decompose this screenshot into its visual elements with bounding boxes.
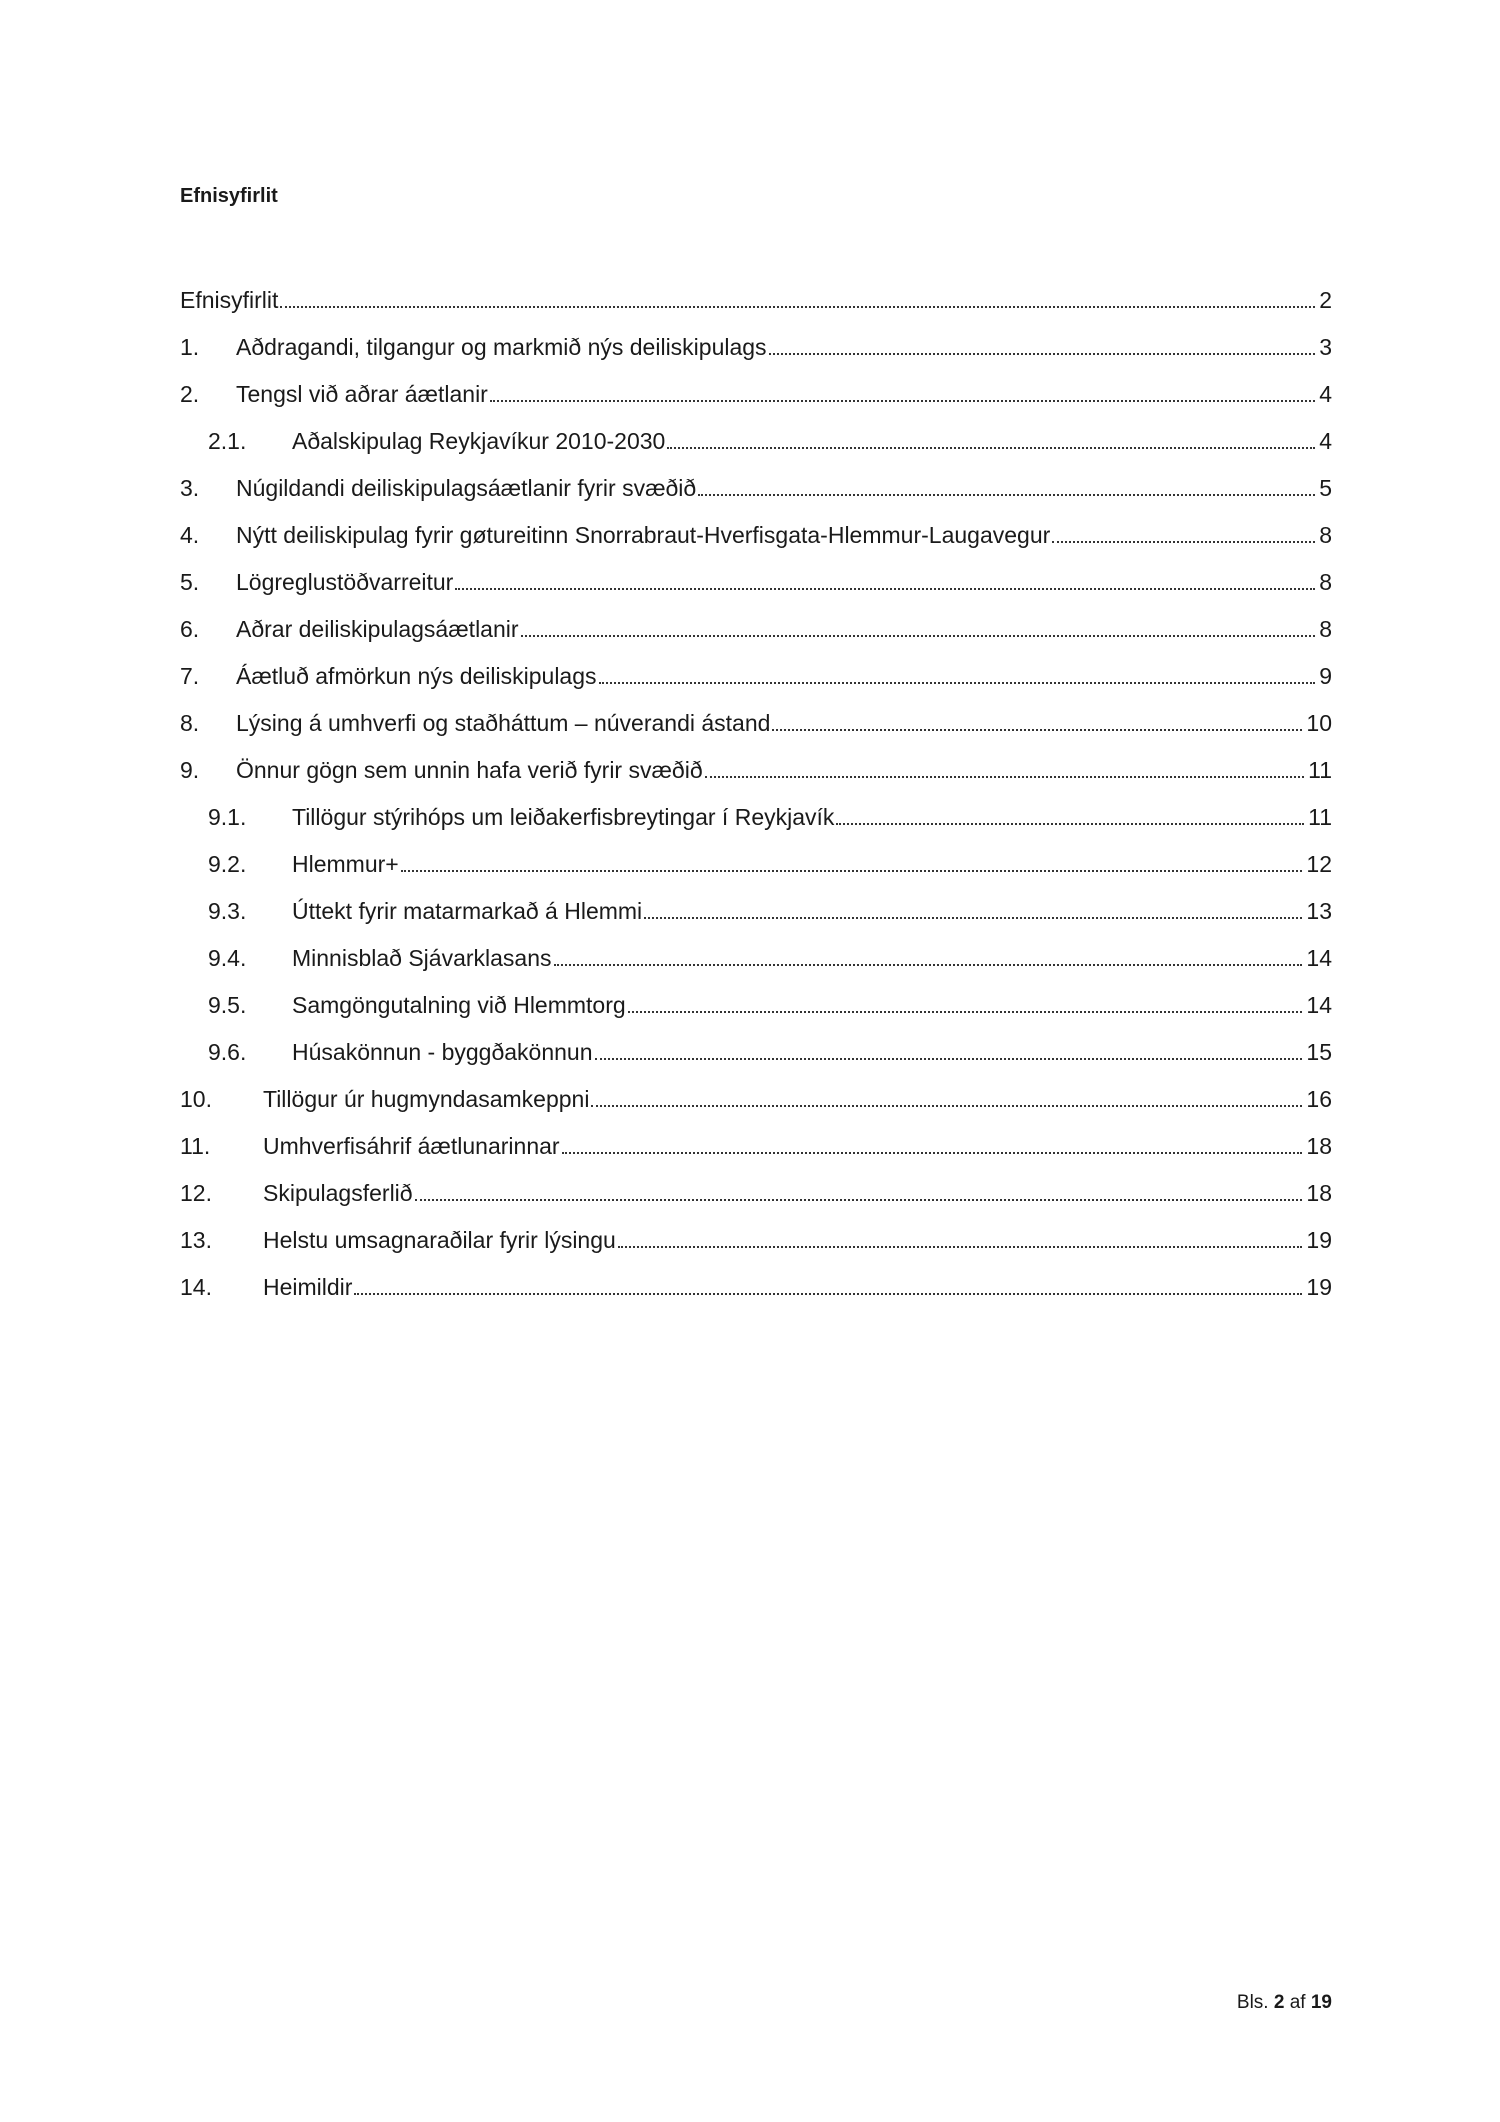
toc-entry[interactable] (180, 793, 1332, 840)
toc-entry-title[interactable]: Helstu umsagnaraðilar fyrir lýsingu (263, 1227, 616, 1253)
toc-entry-page-number[interactable]: 19 (1306, 1227, 1332, 1253)
toc-entry[interactable] (180, 840, 1332, 887)
toc-entry-title[interactable]: Úttekt fyrir matarmarkað á Hlemmi (292, 898, 643, 924)
toc-entry-title[interactable]: Lýsing á umhverfi og staðháttum – núverandi ástand (236, 710, 771, 736)
toc-entry-title[interactable]: Efnisyfirlit (180, 287, 279, 313)
toc-dot-leader (455, 588, 1315, 590)
toc-dot-leader (354, 1293, 1302, 1295)
toc-dot-leader (554, 964, 1303, 966)
toc-entry-page-number[interactable]: 18 (1306, 1133, 1332, 1159)
toc-entry-title[interactable]: Áætluð afmörkun nýs deiliskipulags (236, 663, 597, 689)
toc-dot-leader (562, 1152, 1303, 1154)
toc-entry-number: 8. (180, 710, 200, 736)
toc-entry[interactable] (180, 464, 1332, 511)
toc-entry[interactable] (180, 699, 1332, 746)
toc-entry-page-number[interactable]: 19 (1306, 1274, 1332, 1300)
toc-entry-page-number[interactable]: 10 (1306, 710, 1332, 736)
toc-entry-page-number[interactable]: 18 (1306, 1180, 1332, 1206)
toc-entry[interactable] (180, 981, 1332, 1028)
toc-dot-leader (415, 1199, 1303, 1201)
toc-entry[interactable] (180, 558, 1332, 605)
toc-entry[interactable] (180, 1216, 1332, 1263)
table-of-contents (180, 276, 1332, 1310)
toc-entry-number: 9.3. (208, 898, 247, 924)
toc-entry-number: 9.6. (208, 1039, 247, 1065)
toc-entry-number: 5. (180, 569, 200, 595)
toc-entry[interactable] (180, 370, 1332, 417)
toc-entry-title[interactable]: Hlemmur+ (292, 851, 399, 877)
toc-dot-leader (490, 400, 1315, 402)
toc-dot-leader (772, 729, 1302, 731)
toc-entry-title[interactable]: Lögreglustöðvarreitur (236, 569, 454, 595)
toc-entry-title[interactable]: Núgildandi deiliskipulagsáætlanir fyrir svæðið (236, 475, 697, 501)
toc-entry-number: 3. (180, 475, 200, 501)
toc-entry-number: 14. (180, 1274, 212, 1300)
toc-entry-title[interactable]: Aðrar deiliskipulagsáætlanir (236, 616, 519, 642)
toc-entry-title[interactable]: Önnur gögn sem unnin hafa verið fyrir svæðið (236, 757, 703, 783)
toc-entry[interactable] (180, 1263, 1332, 1310)
toc-dot-leader (401, 870, 1303, 872)
toc-entry-title[interactable]: Samgöngutalning við Hlemmtorg (292, 992, 626, 1018)
toc-entry-page-number[interactable]: 12 (1306, 851, 1332, 877)
toc-entry-page-number[interactable]: 16 (1306, 1086, 1332, 1112)
toc-entry-number: 12. (180, 1180, 212, 1206)
toc-dot-leader (595, 1058, 1303, 1060)
toc-dot-leader (521, 635, 1316, 637)
toc-entry-page-number[interactable]: 11 (1308, 804, 1332, 830)
page-number-footer (1237, 1990, 1332, 2016)
toc-entry[interactable] (180, 1075, 1332, 1122)
toc-entry-number: 9.2. (208, 851, 247, 877)
toc-dot-leader (280, 306, 1315, 308)
toc-entry-number: 9.1. (208, 804, 247, 830)
toc-entry-page-number[interactable]: 15 (1306, 1039, 1332, 1065)
toc-entry-page-number[interactable]: 5 (1319, 475, 1332, 501)
toc-entry-number: 9.5. (208, 992, 247, 1018)
toc-entry-number: 10. (180, 1086, 212, 1112)
toc-dot-leader (618, 1246, 1303, 1248)
toc-entry-title[interactable]: Heimildir (263, 1274, 353, 1300)
toc-entry-number: 2.1. (208, 428, 247, 454)
toc-entry-title[interactable]: Aðdragandi, tilgangur og markmið nýs deiliskipulags (236, 334, 767, 360)
footer-separator: af (1289, 1992, 1306, 2013)
toc-entry-page-number[interactable]: 2 (1319, 287, 1332, 313)
toc-entry-page-number[interactable]: 4 (1319, 428, 1332, 454)
toc-dot-leader (599, 682, 1316, 684)
toc-entry[interactable] (180, 1028, 1332, 1075)
footer-current-page: 2 (1273, 1992, 1285, 2013)
toc-entry[interactable] (180, 887, 1332, 934)
toc-entry-title[interactable]: Húsakönnun - byggðakönnun (292, 1039, 593, 1065)
toc-dot-leader (644, 917, 1302, 919)
toc-dot-leader (1052, 541, 1315, 543)
toc-entry[interactable] (180, 605, 1332, 652)
toc-entry-title[interactable]: Umhverfisáhrif áætlunarinnar (263, 1133, 560, 1159)
toc-dot-leader (698, 494, 1315, 496)
toc-dot-leader (705, 776, 1304, 778)
toc-entry-number: 9. (180, 757, 200, 783)
toc-entry[interactable] (180, 417, 1332, 464)
toc-entry-number: 7. (180, 663, 200, 689)
toc-entry-number: 6. (180, 616, 200, 642)
toc-entry-page-number[interactable]: 8 (1319, 616, 1332, 642)
toc-entry-number: 11. (180, 1133, 211, 1159)
toc-entry-page-number[interactable]: 8 (1319, 569, 1332, 595)
toc-entry[interactable] (180, 1122, 1332, 1169)
footer-total-pages: 19 (1310, 1992, 1332, 2013)
toc-dot-leader (769, 353, 1316, 355)
toc-entry-number: 13. (180, 1227, 212, 1253)
toc-entry-page-number[interactable]: 9 (1319, 663, 1332, 689)
toc-entry-number: 4. (180, 522, 200, 548)
toc-entry-title[interactable]: Tillögur stýrihóps um leiðakerfisbreytingar í Reykjavík (292, 804, 835, 830)
toc-entry-number: 1. (180, 334, 200, 360)
toc-entry-page-number[interactable]: 3 (1319, 334, 1332, 360)
toc-entry[interactable] (180, 323, 1332, 370)
toc-entry-page-number[interactable]: 14 (1306, 945, 1332, 971)
page-title: Efnisyfirlit (180, 185, 278, 207)
toc-entry-title[interactable]: Skipulagsferlið (263, 1180, 413, 1206)
toc-entry-page-number[interactable]: 4 (1319, 381, 1332, 407)
toc-dot-leader (628, 1011, 1303, 1013)
toc-entry[interactable] (180, 652, 1332, 699)
toc-entry-title[interactable]: Tengsl við aðrar áætlanir (236, 381, 488, 407)
toc-entry-title[interactable]: Aðalskipulag Reykjavíkur 2010-2030 (292, 428, 666, 454)
toc-entry[interactable] (180, 746, 1332, 793)
toc-entry-number: 9.4. (208, 945, 247, 971)
toc-entry[interactable] (180, 934, 1332, 981)
toc-dot-leader (667, 447, 1315, 449)
toc-entry-title[interactable]: Minnisblað Sjávarklasans (292, 945, 552, 971)
footer-prefix: Bls. (1236, 1992, 1269, 2013)
toc-entry[interactable] (180, 276, 1332, 323)
toc-entry-page-number[interactable]: 8 (1319, 522, 1332, 548)
toc-entry-title[interactable]: Nýtt deiliskipulag fyrir gøtureitinn Snorrabraut-Hverfisgata-Hlemmur-Laugavegur (236, 522, 1051, 548)
toc-entry-page-number[interactable]: 13 (1306, 898, 1332, 924)
toc-entry-page-number[interactable]: 14 (1306, 992, 1332, 1018)
toc-entry[interactable] (180, 1169, 1332, 1216)
toc-dot-leader (836, 823, 1304, 825)
toc-entry-number: 2. (180, 381, 200, 407)
toc-entry-title[interactable]: Tillögur úr hugmyndasamkeppni (263, 1086, 590, 1112)
toc-entry-page-number[interactable]: 11 (1308, 757, 1332, 783)
toc-dot-leader (591, 1105, 1302, 1107)
toc-entry[interactable] (180, 511, 1332, 558)
